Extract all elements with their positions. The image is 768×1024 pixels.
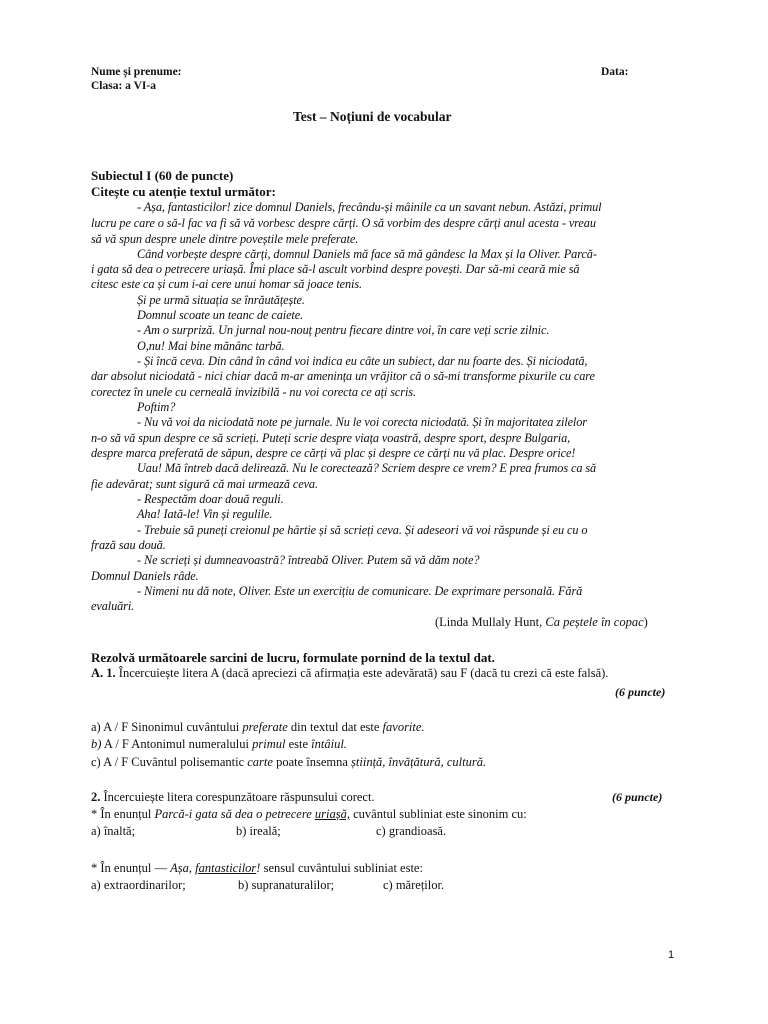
task-2-points: (6 puncte) xyxy=(612,790,663,804)
answer-option-2b[interactable]: b) supranaturalilor; xyxy=(238,878,335,892)
question-2: * În enunțul — Așa, fantasticilor! sensul cuvântului subliniat este: xyxy=(91,861,423,875)
class-label: Clasa: a VI-a xyxy=(91,80,156,92)
true-false-item-1[interactable]: a) A / F Sinonimul cuvântului preferate din textul dat este favorite. xyxy=(91,720,425,734)
answer-option-1c[interactable]: c) grandioasă. xyxy=(376,824,447,838)
page-title: Test – Noțiuni de vocabular xyxy=(293,109,452,124)
text-line: Domnul Daniels râde. xyxy=(91,569,199,583)
answer-option-1a[interactable]: a) înaltă; xyxy=(91,824,136,838)
page-number: 1 xyxy=(668,949,675,961)
text-line: Când vorbește despre cărți, domnul Daniels mă face să mă gândesc la Max și la Oliver. Parcă- xyxy=(137,247,597,261)
true-false-item-2[interactable]: b) A / F Antonimul numeralului primul este întâiul. xyxy=(91,737,347,751)
text-line: citesc este ca și cum i-ai cere unui homar să joace tenis. xyxy=(91,277,363,291)
text-line: evaluări. xyxy=(91,599,135,613)
subject-heading: Subiectul I (60 de puncte) xyxy=(91,168,234,183)
question-1: * În enunțul Parcă-i gata să dea o petrecere uriașă, cuvântul subliniat este sinonim cu: xyxy=(91,807,527,821)
text-line: frază sau două. xyxy=(91,538,166,552)
source-citation: (Linda Mullaly Hunt, Ca peștele în copac) xyxy=(435,615,648,629)
text-line: corectez în unele cu cerneală invizibilă - nu voi corecta ce ați scris. xyxy=(91,385,416,399)
name-label: Nume și prenume: xyxy=(91,66,182,78)
task-a1-points: (6 puncte) xyxy=(615,685,666,699)
reading-instruction: Citește cu atenție textul următor: xyxy=(91,184,276,199)
text-line: despre marca preferată de săpun, despre ce cărți vă plac și despre ce cărți nu vă plac. Despre orice! xyxy=(91,446,576,460)
text-line: Domnul scoate un teanc de caiete. xyxy=(137,308,304,322)
text-line: - Ne scrieți și dumneavoastră? întreabă Oliver. Putem să vă dăm note? xyxy=(137,553,480,567)
tasks-heading: Rezolvă următoarele sarcini de lucru, formulate pornind de la textul dat. xyxy=(91,650,495,665)
text-line: n-o să vă spun despre ce să scrieți. Puteți scrie despre viața voastră, despre sport, despre Bulgaria, xyxy=(91,431,571,445)
text-line: i gata să dea o petrecere uriașă. Îmi place să-l ascult vorbind despre povești. Dar să-mi ceară mie să xyxy=(91,262,580,276)
text-line: O,nu! Mai bine mănânc tarbă. xyxy=(137,339,285,353)
text-line: Aha! Iată-le! Vin și regulile. xyxy=(137,507,273,521)
text-line: - Și încă ceva. Din când în când voi indica eu câte un subiect, dar nu foarte des. Și niciodată, xyxy=(137,354,588,368)
text-line: dar absolut niciodată - nici chiar dacă m-ar amenința un vrăjitor că o să-mi transforme pixurile cu care xyxy=(91,369,595,383)
text-line: Poftim? xyxy=(137,400,176,414)
text-line: - Nimeni nu dă note, Oliver. Este un exercițiu de comunicare. De exprimare personală. Fără xyxy=(137,584,583,598)
task-2: 2. Încercuiește litera corespunzătoare răspunsului corect. xyxy=(91,790,375,804)
text-line: - Am o surpriză. Un jurnal nou-nouț pentru fiecare dintre voi, în care veți scrie zilnic. xyxy=(137,323,550,337)
text-line: - Așa, fantasticilor! zice domnul Daniels, frecându-și mâinile ca un savant nebun. Astăzi, primul xyxy=(137,200,602,214)
answer-option-2a[interactable]: a) extraordinarilor; xyxy=(91,878,186,892)
answer-option-2c[interactable]: c) măreților. xyxy=(383,878,445,892)
text-line: - Trebuie să puneți creionul pe hârtie și să scrieți ceva. Și adeseori vă voi răspunde și eu cu o xyxy=(137,523,588,537)
date-label: Data: xyxy=(601,66,629,78)
text-line: - Respectăm doar două reguli. xyxy=(137,492,284,506)
text-line: lucru pe care o să-l fac va fi să vă vorbesc despre cărți. O să vorbim des despre cărți anul acesta - vreau xyxy=(91,216,596,230)
task-a1: A. 1. Încercuiește litera A (dacă apreciezi că afirmația este adevărată) sau F (dacă tu crezi că este falsă). xyxy=(91,666,609,680)
true-false-item-3[interactable]: c) A / F Cuvântul polisemantic carte poate însemna știință, învățătură, cultură. xyxy=(91,755,487,769)
text-line: Și pe urmă situația se înrăutățește. xyxy=(137,293,305,307)
answer-option-1b[interactable]: b) ireală; xyxy=(236,824,281,838)
text-line: Uau! Mă întreb dacă delirează. Nu le corectează? Scriem despre ce vrem? E prea frumos ca să xyxy=(137,461,597,475)
text-line: fie adevărat; sunt sigură că mai urmează ceva. xyxy=(91,477,318,491)
text-line: să vă spun despre unele dintre poveștile mele preferate. xyxy=(91,232,359,246)
text-line: - Nu vă voi da niciodată note pe jurnale. Nu le voi corecta niciodată. Și în majoritatea zilelor xyxy=(137,415,587,429)
